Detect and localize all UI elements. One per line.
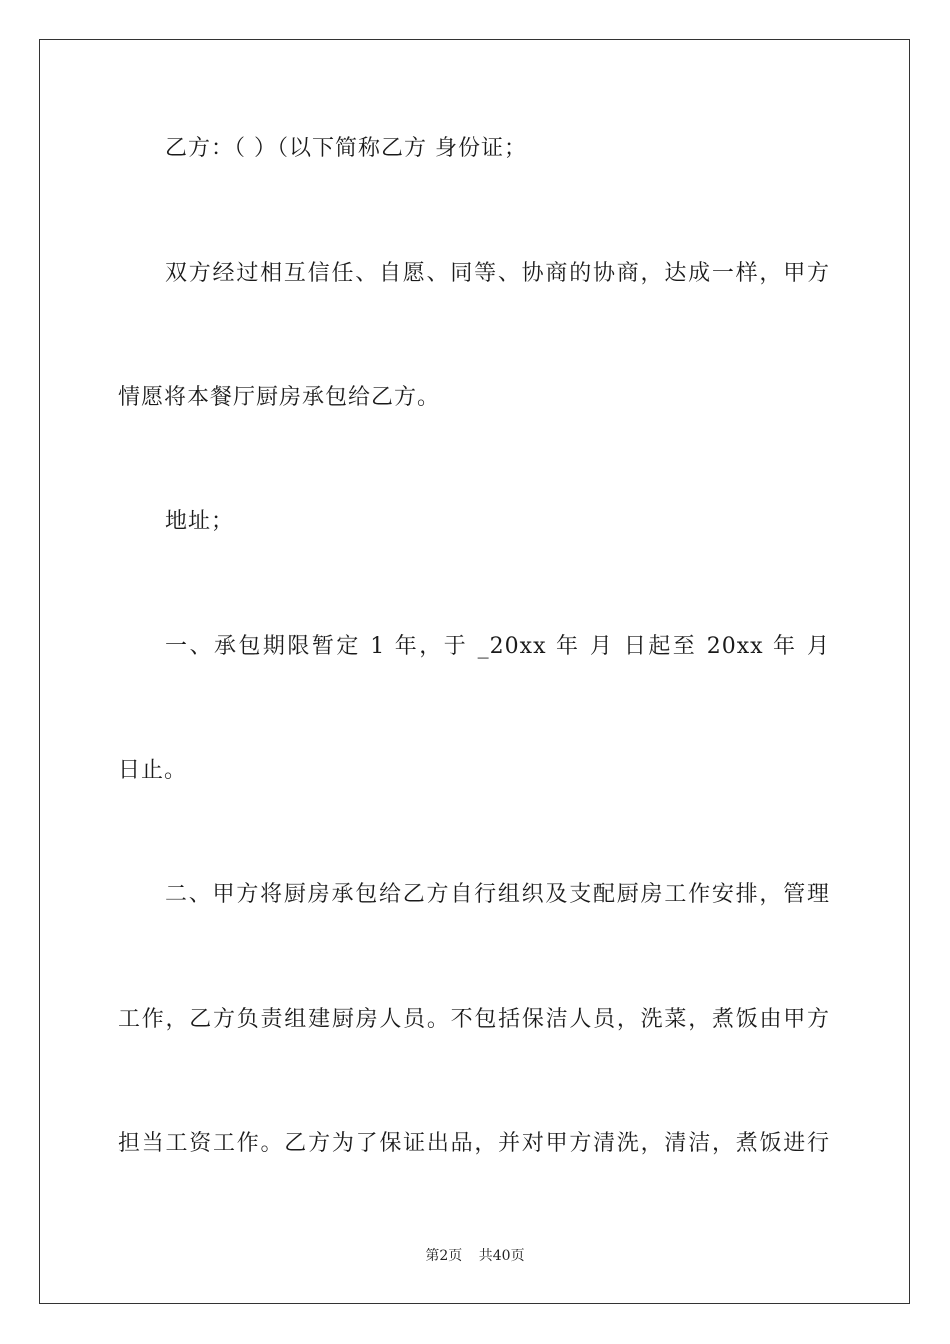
page-number: 第2页	[425, 1248, 463, 1264]
paragraph-line: 乙方：（ ）（以下简称乙方 身份证；	[165, 136, 527, 161]
paragraph-line: 担当工资工作。乙方为了保证出品，并对甲方清洗，清洁，煮饭进行	[118, 1131, 830, 1156]
paragraph-line: 情愿将本餐厅厨房承包给乙方。	[118, 385, 441, 410]
paragraph-line: 二、甲方将厨房承包给乙方自行组织及支配厨房工作安排，管理	[165, 882, 830, 907]
page-total: 共40页	[478, 1248, 525, 1264]
paragraph-line: 一、承包期限暂定 1 年，于 _20xx 年 月 日起至 20xx 年 月	[165, 634, 830, 659]
paragraph-line: 地址；	[165, 509, 235, 534]
paragraph-line: 日止。	[118, 758, 188, 783]
paragraph-line: 双方经过相互信任、自愿、同等、协商的协商，达成一样，甲方	[165, 261, 830, 286]
page-border	[39, 39, 910, 1304]
page-footer	[0, 1246, 950, 1266]
paragraph-line: 工作，乙方负责组建厨房人员。不包括保洁人员，洗菜，煮饭由甲方	[118, 1007, 830, 1032]
